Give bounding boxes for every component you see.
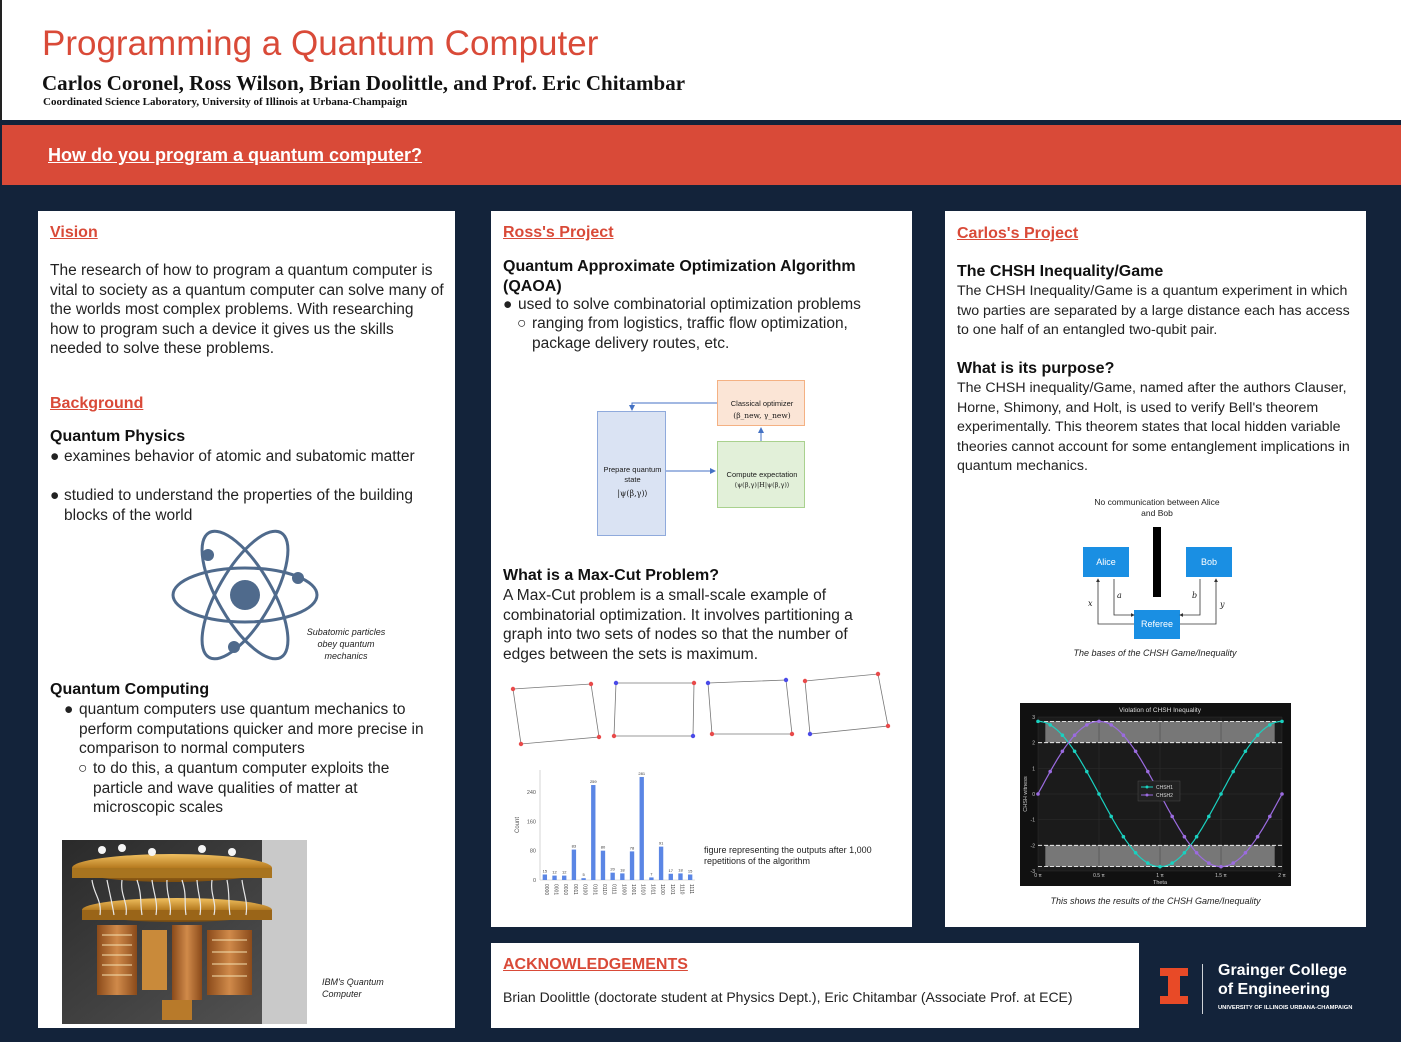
maxcut-graphs [505,670,900,750]
bullet-dot: ● [50,448,60,465]
histogram-category-label: 0101 [591,884,598,896]
ibm-quantum-computer-photo [62,840,307,1024]
histogram-category-label: 0110 [600,884,607,895]
chsh-heading: The CHSH Inequality/Game [957,263,1164,280]
qaoa-subbullet: ranging from logistics, traffic flow optimization, package delivery routes, etc. [532,315,848,352]
referee-box: Referee [1134,610,1180,639]
histogram-bar-label: 80 [600,844,606,850]
histogram-y-tick: 240 [526,790,536,796]
bob-box: Bob [1186,547,1232,577]
classical-params: (β_new, γ_new) [733,411,791,420]
series-point-chsh2 [1146,770,1150,774]
qc-bullet: quantum computers use quantum mechanics to perform computations quicker and more precise in comparison to normal computers [79,701,424,757]
histogram-bar-label: 12 [552,869,557,875]
histogram-category-label: 1011 [649,884,656,895]
bullet-dot: ● [64,701,74,718]
series-point-chsh2 [1109,723,1113,727]
y-tick: -2 [1030,843,1035,850]
outputs-histogram [510,765,710,910]
legend-label: CHSH1 [1156,785,1173,791]
histogram-category-label: 1010 [639,884,646,896]
poster-title: Programming a Quantum Computer [42,24,599,63]
authors: Carlos Coronel, Ross Wilson, Brian Doolittle, and Prof. Eric Chitambar [42,71,686,95]
series-point-chsh1 [1036,720,1040,724]
alice-box: Alice [1083,547,1129,577]
series-point-chsh2 [1134,750,1138,754]
histogram-bar [669,874,673,880]
y-tick: -3 [1030,869,1035,875]
classical-optimizer-label: Classical optimizer [730,399,794,408]
series-point-chsh2 [1231,861,1235,865]
bullet-dot: ● [50,487,60,504]
qaoa-title: Quantum Approximate Optimization Algorithm (QAOA) [503,258,856,295]
y-label: CHSH witness [1023,776,1029,812]
histogram-bar-label: 259 [589,779,597,785]
series-point-chsh1 [1244,750,1248,754]
quantum-computing-heading: Quantum Computing [50,681,210,698]
chsh-violation-plot [1020,703,1291,886]
series-point-chsh1 [1170,861,1174,865]
histogram-bar [649,877,653,880]
series-point-chsh2 [1061,750,1065,754]
histogram-category-label: 1001 [630,884,637,896]
series-point-chsh1 [1073,750,1077,754]
histogram-category-label: 0011 [571,884,578,895]
series-point-chsh2 [1207,861,1211,865]
series-point-chsh2 [1219,865,1223,869]
histogram-category-label: 0100 [581,884,588,896]
histogram-category-label: 0000 [542,884,549,896]
histogram-y-label: Count [515,816,521,834]
series-point-chsh2 [1036,792,1040,796]
series-point-chsh1 [1061,733,1065,737]
series-point-chsh2 [1195,851,1199,855]
histogram-bar [610,873,614,880]
histogram-bar-label: 15 [542,868,548,874]
quantum-physics-heading: Quantum Physics [50,428,186,445]
histogram-bar-label: 18 [620,867,625,873]
histogram-category-label: 0111 [610,884,617,895]
chsh-text: The CHSH Inequality/Game is a quantum experiment in which two parties are separated by a large distance each has access to one half of an entangled two-qubit pair. [957,283,1350,338]
vision-heading: Vision [50,224,98,241]
qp-bullet-1: examines behavior of atomic and subatomic matter [64,448,415,465]
bullet-circle: ○ [517,315,527,332]
series-point-chsh1 [1085,770,1089,774]
histogram-bar-label: 83 [571,843,577,849]
histogram-bar-label: 281 [638,770,646,776]
poster-header [0,0,1401,120]
histogram-caption: figure representing the outputs after 1,000 repetitions of the algorithm [704,845,872,866]
y-tick: 3 [1032,715,1035,721]
bullet-circle: ○ [78,760,88,777]
label-x: x [1088,599,1093,608]
series-point-chsh2 [1280,792,1284,796]
photo-caption: IBM's Quantum Computer [322,977,384,999]
qp-bullet-2: studied to understand the properties of the building blocks of the world [64,487,413,524]
series-point-chsh2 [1183,835,1187,839]
y-tick: -1 [1030,817,1035,824]
series-point-chsh1 [1146,861,1150,865]
game-arrows [1090,575,1230,635]
no-communication-label: No communication between Alice and Bob [1094,497,1220,518]
x-tick: 0 π [1034,873,1042,879]
prepare-ket: |ψ(β,γ)⟩ [617,489,648,498]
series-point-chsh1 [1268,723,1272,727]
histogram-category-label: 0001 [552,884,559,896]
expectation-formula: ⟨ψ(β,γ)|H|ψ(β,γ)⟩ [734,481,790,489]
ross-project-heading: Ross's Project [503,224,614,241]
series-point-chsh2 [1244,851,1248,855]
series-point-chsh2 [1048,770,1052,774]
series-point-chsh2 [1170,815,1174,819]
histogram-bar [630,851,634,880]
histogram-bar [659,847,663,880]
series-point-chsh1 [1134,851,1138,855]
series-point-chsh1 [1231,770,1235,774]
histogram-category-label: 1000 [620,884,627,896]
acknowledgements-heading: ACKNOWLEDGEMENTS [503,956,688,973]
bullet-dot: ● [503,296,513,313]
histogram-bar-label: 20 [610,866,615,872]
x-tick: 1.5 π [1215,873,1227,879]
histogram-category-label: 1100 [659,884,666,895]
series-point-chsh1 [1122,835,1126,839]
maxcut-text: A Max-Cut problem is a small-scale example of combinatorial optimization. It involves partitioning a graph into two sets of nodes so that the number of edges between the sets is maximum. [503,587,853,663]
series-point-chsh1 [1158,865,1162,869]
histogram-bar-label: 15 [687,868,693,874]
series-point-chsh2 [1256,835,1260,839]
series-point-chsh1 [1195,835,1199,839]
logo-line-1: Grainger College [1218,962,1347,979]
x-tick: 2 π [1278,873,1286,879]
series-point-chsh2 [1268,815,1272,819]
label-y: y [1220,600,1225,609]
series-point-chsh2 [1097,720,1101,724]
plot-caption: This shows the results of the CHSH Game/Inequality [1050,896,1261,906]
label-b: b [1192,591,1198,600]
qaoa-arrows [590,375,820,545]
histogram-bar [543,875,547,881]
series-point-chsh2 [1085,723,1089,727]
histogram-y-tick: 80 [529,848,536,855]
histogram-category-label: 1111 [688,884,695,895]
y-tick: 1 [1032,766,1035,773]
histogram-bar-label: 17 [668,867,674,873]
acknowledgements-text: Brian Doolittle (doctorate student at Physics Dept.), Eric Chitambar (Associate Prof. at ECE) [503,989,1073,1005]
banner-question: How do you program a quantum computer? [48,145,423,165]
y-tick: 0 [1032,792,1035,798]
histogram-y-tick: 160 [526,819,536,826]
histogram-category-label: 0010 [562,884,569,896]
histogram-category-label: 1110 [678,884,685,895]
histogram-bar-label: 7 [650,871,653,877]
histogram-bar-label: 78 [629,845,635,851]
prepare-state-label: Prepare quantum state [603,465,662,484]
maxcut-heading: What is a Max-Cut Problem? [503,567,720,584]
legend-label: CHSH2 [1156,793,1173,799]
series-point-chsh1 [1219,792,1223,796]
series-point-chsh1 [1256,733,1260,737]
label-a: a [1117,591,1122,600]
histogram-y-tick: 0 [532,878,536,884]
histogram-bar-label: 18 [678,867,683,873]
histogram-bar-label: 91 [658,840,664,846]
histogram-bar [552,876,556,880]
logo-line-2: of Engineering [1218,981,1330,998]
background-heading: Background [50,395,144,412]
histogram-bar [620,873,624,880]
purpose-text: The CHSH inequality/Game, named after the authors Clauser, Horne, Shimony, and Holt, is used to verify Bell's theorem experimentally. This theorem states that local hidden variable theories cannot account for some entanglement implications in quantum mechanics. [957,380,1350,474]
series-point-chsh1 [1207,815,1211,819]
plot-title: Violation of CHSH Inequality [1119,707,1201,714]
histogram-category-label: 1101 [668,884,675,895]
legend-marker [1146,794,1149,797]
histogram-bar-label: 5 [582,872,585,878]
x-tick: 1 π [1156,873,1164,879]
histogram-bar [688,875,692,881]
illinois-block-i-logo [1160,968,1188,1004]
qaoa-bullet: used to solve combinatorial optimization problems [518,296,861,313]
atom-caption: Subatomic particles obey quantum mechanics [306,627,386,661]
affiliation: Coordinated Science Laboratory, University of Illinois at Urbana-Champaign [43,96,408,108]
series-point-chsh1 [1109,815,1113,819]
histogram-bar [581,878,585,880]
logo-line-3: UNIVERSITY OF ILLINOIS URBANA-CHAMPAIGN [1218,1005,1353,1011]
series-point-chsh1 [1048,723,1052,727]
y-tick: 2 [1032,740,1035,747]
histogram-bar [572,850,576,880]
series-point-chsh1 [1183,851,1187,855]
vision-text: The research of how to program a quantum computer is vital to society as a quantum computer can solve many of the worlds most complex problems. With researching how to program such a device it gives us the skills needed to solve these problems. [50,262,444,357]
x-label: Theta [1152,880,1168,886]
compute-expectation-label: Compute expectation [726,470,798,479]
histogram-bar [562,876,566,880]
qc-subbullet: to do this, a quantum computer exploits the particle and wave qualities of matter at microscopic scales [93,760,390,816]
histogram-bar [640,777,644,880]
purpose-heading: What is its purpose? [957,360,1115,377]
x-tick: 0.5 π [1093,873,1105,879]
series-point-chsh2 [1122,733,1126,737]
game-caption: The bases of the CHSH Game/Inequality [1073,648,1237,658]
carlos-project-heading: Carlos's Project [957,225,1079,242]
series-point-chsh1 [1280,720,1284,724]
series-point-chsh2 [1073,733,1077,737]
series-point-chsh1 [1097,792,1101,796]
histogram-bar [591,785,595,880]
histogram-bar-label: 12 [561,869,567,875]
legend-marker [1146,786,1149,789]
histogram-bar [678,873,682,880]
histogram-bar [601,851,605,880]
logo-divider [1202,964,1203,1014]
